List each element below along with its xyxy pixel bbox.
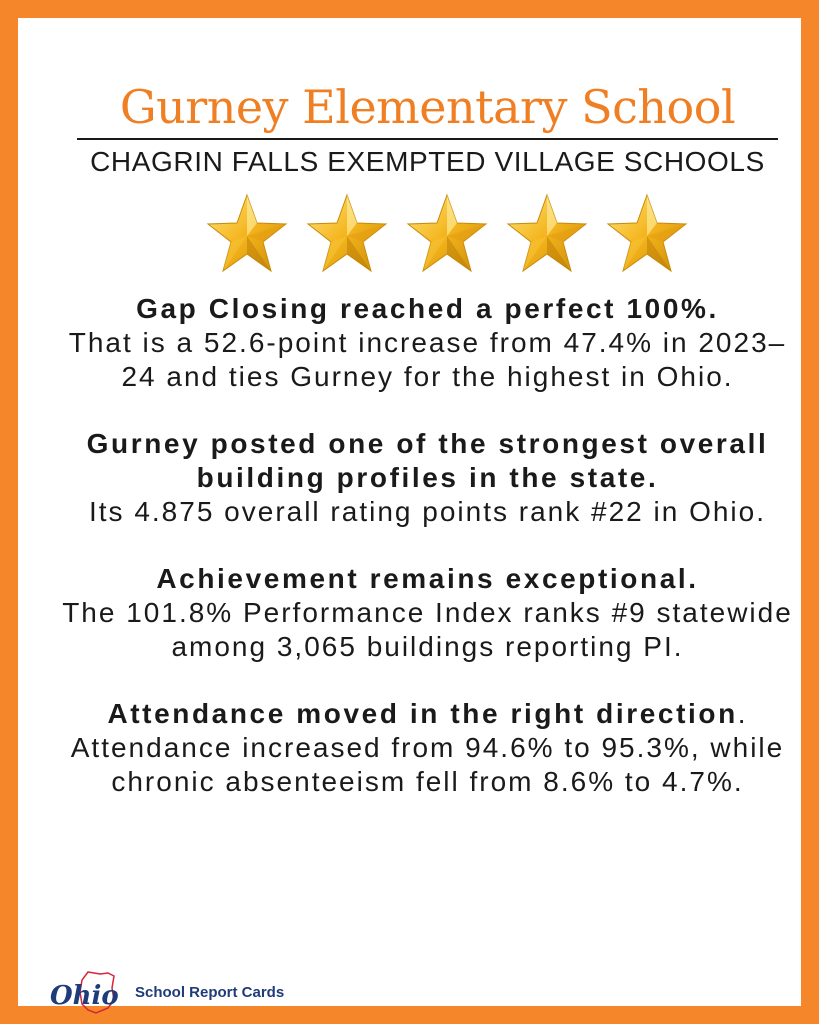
gold-star-icon xyxy=(605,192,689,276)
highlight-headline: Gurney posted one of the strongest overall building profiles in the state. xyxy=(86,428,769,493)
highlight-achievement xyxy=(56,562,799,664)
highlight-body: That is a 52.6-point increase from 47.4% in 2023–24 and ties Gurney for the highest in Ohio. xyxy=(68,327,787,392)
gold-star-icon xyxy=(305,192,389,276)
ohio-state-logo xyxy=(48,970,130,1016)
highlight-attendance xyxy=(56,697,799,799)
gold-star-icon xyxy=(505,192,589,276)
highlight-body: Its 4.875 overall rating points rank #22 in Ohio. xyxy=(88,496,766,527)
highlight-headline: Attendance moved in the right direction xyxy=(107,698,738,729)
gold-star-icon xyxy=(405,192,489,276)
highlight-building-profile xyxy=(56,427,799,529)
report-cards-label: School Report Cards xyxy=(135,984,285,1001)
highlight-headline-line xyxy=(56,697,799,731)
school-title: Gurney Elementary School xyxy=(119,80,736,134)
footer xyxy=(48,970,448,1018)
highlight-body: Attendance increased from 94.6% to 95.3%, while chronic absenteeism fell from 8.6% to 4.7%. xyxy=(70,732,785,797)
district-name: CHAGRIN FALLS EXEMPTED VILLAGE SCHOOLS xyxy=(90,146,765,177)
highlight-gap-closing xyxy=(56,292,799,394)
highlight-headline: Achievement remains exceptional. xyxy=(156,563,699,594)
star-rating xyxy=(205,192,691,276)
highlight-headline: Gap Closing reached a perfect 100%. xyxy=(136,293,719,324)
highlight-body: The 101.8% Performance Index ranks #9 statewide among 3,065 buildings reporting PI. xyxy=(62,597,793,662)
gold-star-icon xyxy=(205,192,289,276)
title-divider xyxy=(77,138,778,140)
ohio-logo-text: Ohio xyxy=(50,981,119,1011)
headline-suffix: . xyxy=(737,698,748,729)
highlights-list xyxy=(56,292,799,832)
